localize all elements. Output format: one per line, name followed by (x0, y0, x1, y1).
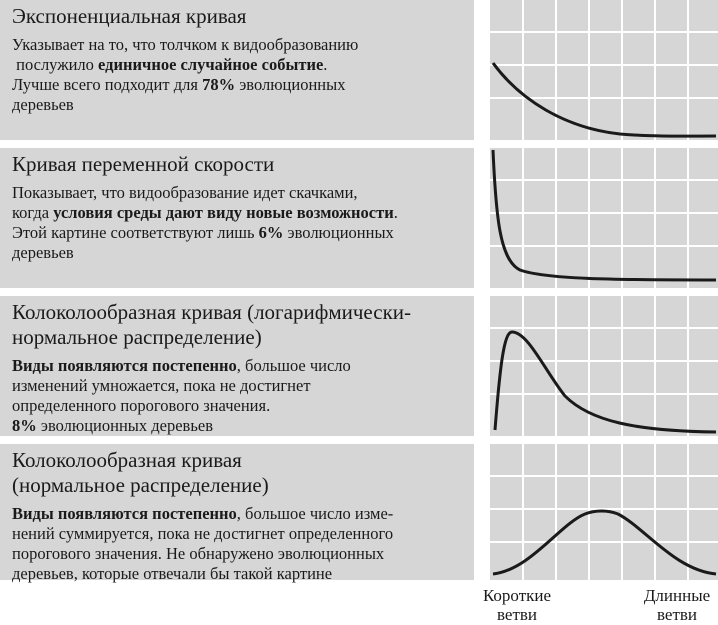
panel-title: Колоколообразная кривая (нормальное распределение) (12, 448, 269, 497)
panel-description: Указывает на то, что толчком к видообразованию послужило единичное случайное событие. Лучше всего подходит для 78% эволюционных деревьев (12, 35, 359, 114)
graph-exponential-svg (490, 0, 718, 140)
graph-normal-svg (490, 444, 718, 580)
panel-variable-rate (0, 148, 474, 288)
panel-exponential (0, 0, 474, 140)
curve-variable-rate (493, 150, 716, 280)
curve-log-normal (495, 332, 716, 432)
grid (490, 296, 718, 436)
curve-exponential (493, 63, 716, 136)
axis-label-long-branches: Длинные ветви (643, 586, 711, 624)
grid (490, 148, 718, 288)
panel-description: Виды появляются постепенно, большое число изменений умножается, пока не достигнет определенного порогового значения. 8% эволюционных деревьев (12, 356, 351, 435)
graph-variable-rate (490, 148, 718, 288)
axis-label-short-branches: Короткие ветви (482, 586, 552, 624)
graph-normal (490, 444, 718, 580)
panel-normal (0, 444, 474, 583)
grid (490, 0, 718, 140)
panel-description: Виды появляются постепенно, большое число изме- нений суммируется, пока не достигнет определенного порогового значения. Не обнаружено эволюционных деревьев, которые отвечали бы такой картине (12, 504, 394, 583)
graph-exponential (490, 0, 718, 140)
panel-title: Колоколообразная кривая (логарифмически- нормальное распределение) (12, 300, 412, 349)
graph-log-normal-svg (490, 296, 718, 436)
graph-log-normal (490, 296, 718, 436)
panel-log-normal (0, 296, 474, 436)
panel-description: Показывает, что видообразование идет скачками, когда условия среды дают виду новые возможности. Этой картине соответствуют лишь 6% эволюционных деревьев (12, 183, 398, 262)
panel-title: Кривая переменной скорости (12, 152, 275, 176)
panel-title: Экспоненциальная кривая (12, 4, 247, 28)
graph-variable-rate-svg (490, 148, 718, 288)
